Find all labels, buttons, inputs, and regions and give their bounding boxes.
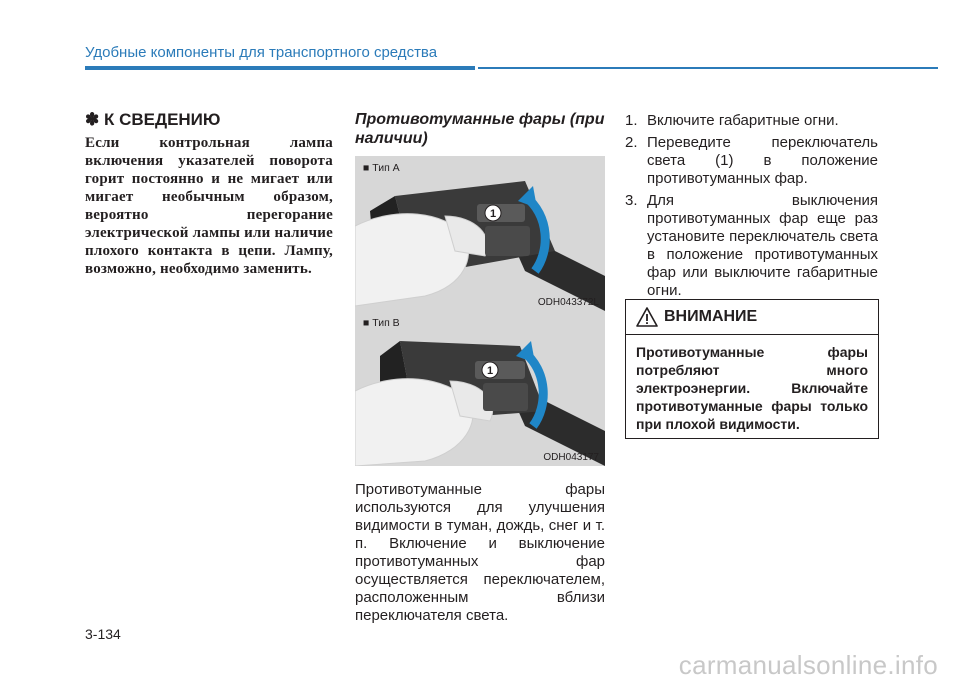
caution-box [625,299,879,439]
header-rule-thick [85,66,475,70]
section-description: Противотуманные фары используются для улучшения видимости в туман, дождь, снег и т. п. Включение и выключение противотуманных фар осуществляется переключателем, расположенным вблизи переключателя света. [355,481,605,624]
watermark: carmanualsonline.info [678,650,938,680]
step-text: Для выключения противотуманных фар еще раз установите переключатель света в положение противотуманных фар или выключите габаритные огни. [647,192,878,299]
figure-b-label: ■ Тип B [363,317,400,329]
step-item [625,134,878,188]
page-number: 3-134 [85,626,121,642]
step-text: Переведите переключатель света (1) в положение противотуманных фар. [647,134,878,187]
step-number: 2. [625,134,638,151]
note-column [85,110,333,278]
note-title: ✽ К СВЕДЕНИЮ [85,110,221,129]
figure-type-b [355,311,605,466]
section-title: Противотуманные фары (при наличии) [355,111,605,147]
caution-title: ВНИМАНИЕ [664,308,758,325]
fog-lights-column [355,110,605,625]
figure-a-label: ■ Тип A [363,162,400,174]
steps-list [625,112,878,300]
figure-b-code: ODH043177 [543,452,599,463]
caution-header [626,300,878,335]
figure-a-code: ODH043372L [537,297,599,308]
lever-illustration-a [355,156,605,311]
note-body: Если контрольная лампа включения указателей поворота горит постоянно и не мигает или мигает необычным образом, вероятно перегорание электрической лампы или наличие плохого контакта в цепи. Лампу, возможно, необходимо заменить. [85,135,333,277]
steps-column [625,112,878,304]
figure-a-callout: 1 [489,208,497,220]
warning-triangle-icon [636,307,658,327]
figure-type-a [355,156,605,311]
step-item [625,112,878,130]
header-rule-thin [478,67,938,69]
step-text: Включите габаритные огни. [647,112,839,129]
section-header-title: Удобные компоненты для транспортного средства [85,44,438,61]
step-item [625,192,878,300]
lever-illustration-b [355,311,605,466]
step-number: 3. [625,192,638,209]
figure-b-callout: 1 [486,365,494,377]
caution-body: Противотуманные фары потребляют много электроэнергии. Включайте противотуманные фары только при плохой видимости. [636,344,868,432]
step-number: 1. [625,112,638,129]
